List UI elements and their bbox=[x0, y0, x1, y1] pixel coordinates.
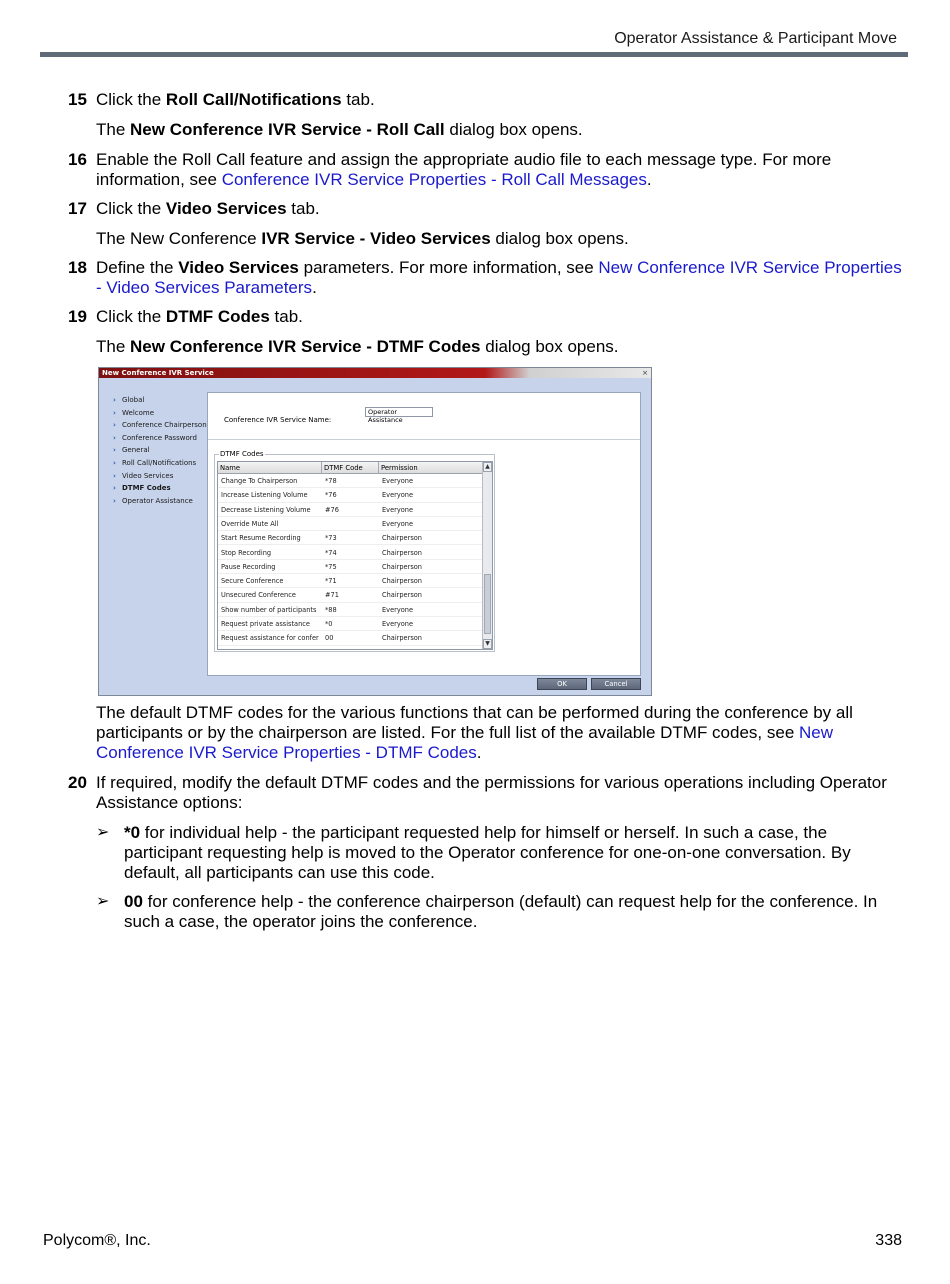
chevron-right-icon: › bbox=[113, 421, 116, 430]
step-number: 16 bbox=[68, 150, 87, 169]
table-row[interactable] bbox=[218, 560, 483, 574]
code-term: 00 bbox=[124, 892, 143, 911]
chevron-right-icon: › bbox=[113, 408, 116, 417]
cell-dtmf-code: *74 bbox=[325, 548, 337, 557]
step-text: parameters. For more information, see bbox=[298, 258, 599, 277]
nav-label: Conference Password bbox=[122, 433, 197, 442]
chevron-right-icon: › bbox=[113, 484, 116, 493]
step-text: Click the bbox=[96, 199, 166, 218]
cell-dtmf-code: *71 bbox=[325, 577, 337, 586]
dtmf-codes-group bbox=[214, 450, 495, 652]
nav-label: General bbox=[122, 446, 150, 455]
ok-button[interactable]: OK bbox=[537, 678, 587, 690]
group-label: DTMF Codes bbox=[220, 450, 264, 458]
nav-item-global[interactable] bbox=[113, 394, 207, 407]
cell-name: Request private assistance bbox=[221, 620, 310, 628]
arrow-bullet-icon: ➢ bbox=[96, 893, 110, 910]
table-scrollbar[interactable] bbox=[482, 462, 492, 649]
cell-name: Increase Listening Volume bbox=[221, 491, 308, 500]
ui-term: New Conference IVR Service - Roll Call bbox=[130, 120, 445, 139]
para-text: The bbox=[96, 120, 131, 139]
step-19 bbox=[68, 307, 908, 327]
step-20 bbox=[68, 773, 908, 813]
step-15 bbox=[68, 90, 908, 110]
cell-name: Secure Conference bbox=[221, 577, 284, 586]
table-row[interactable] bbox=[218, 574, 483, 588]
cell-dtmf-code: *78 bbox=[325, 477, 337, 485]
header-rule bbox=[40, 52, 908, 57]
step-text: Click the bbox=[96, 90, 166, 109]
column-header-name[interactable]: Name bbox=[218, 462, 322, 474]
dtmf-defaults-paragraph bbox=[96, 703, 908, 763]
cell-dtmf-code: *88 bbox=[325, 605, 337, 614]
step-15-result bbox=[96, 120, 908, 140]
cell-dtmf-code: #76 bbox=[325, 505, 339, 514]
step-text: Define the bbox=[96, 258, 179, 277]
cell-permission: Everyone bbox=[382, 505, 414, 514]
chevron-right-icon: › bbox=[113, 446, 116, 455]
bullet-text: for individual help - the participant requested help for himself or herself. In such a case, the participant requesting help is moved to the Operator conference for one-on-one conversation. By default, all participants can use this code. bbox=[124, 823, 851, 882]
column-header-dtmf-code[interactable]: DTMF Code bbox=[322, 462, 379, 474]
step-text: If required, modify the default DTMF codes and the permissions for various operations including Operator Assistance options: bbox=[96, 773, 887, 812]
ui-term: Video Services bbox=[178, 258, 299, 277]
ui-term: Video Services bbox=[165, 199, 287, 218]
cell-name: Stop Recording bbox=[221, 548, 272, 557]
column-header-permission[interactable]: Permission bbox=[379, 462, 483, 474]
para-text: dialog box opens. bbox=[444, 120, 583, 139]
scroll-down-icon[interactable]: ▼ bbox=[483, 639, 492, 649]
step-number: 19 bbox=[68, 307, 87, 326]
nav-item-roll-call[interactable] bbox=[113, 457, 207, 470]
dialog-nav bbox=[113, 394, 207, 507]
nav-label: Video Services bbox=[122, 471, 174, 480]
nav-item-dtmf-codes[interactable] bbox=[113, 482, 207, 495]
table-row[interactable] bbox=[218, 503, 483, 517]
chevron-right-icon: › bbox=[113, 471, 116, 480]
arrow-bullet-icon: ➢ bbox=[96, 824, 110, 841]
cell-permission: Everyone bbox=[382, 519, 414, 528]
chevron-right-icon: › bbox=[113, 433, 116, 442]
table-row[interactable] bbox=[218, 588, 483, 602]
cell-permission: Everyone bbox=[382, 605, 414, 614]
scrollbar-thumb[interactable] bbox=[484, 574, 491, 634]
cell-dtmf-code: *73 bbox=[325, 534, 337, 543]
cell-permission: Chairperson bbox=[382, 548, 422, 557]
step-number: 17 bbox=[68, 199, 87, 218]
para-text: . bbox=[476, 743, 482, 762]
table-row[interactable] bbox=[218, 603, 483, 617]
cell-dtmf-code: *75 bbox=[325, 562, 337, 571]
chevron-right-icon: › bbox=[113, 458, 116, 467]
cell-permission: Chairperson bbox=[382, 634, 422, 643]
step-17 bbox=[68, 199, 908, 219]
dtmf-codes-link[interactable]: New Conference IVR Service Properties - DTMF Codes bbox=[96, 723, 834, 762]
step-text: tab. bbox=[341, 90, 375, 109]
step-16 bbox=[68, 150, 908, 190]
cell-name: Request assistance for confer bbox=[221, 634, 319, 643]
table-row[interactable] bbox=[218, 617, 483, 631]
step-text: Enable the Roll Call feature and assign the appropriate audio file to each message type. For more information, see bbox=[96, 150, 832, 189]
bullet-text: for conference help - the conference chairperson (default) can request help for the conference. In such a case, the operator joins the conference. bbox=[124, 892, 878, 931]
table-row[interactable] bbox=[218, 517, 483, 531]
cell-name: Show number of participants bbox=[221, 605, 317, 614]
cell-name: Change To Chairperson bbox=[221, 477, 298, 485]
cancel-button[interactable]: Cancel bbox=[591, 678, 641, 690]
nav-label: DTMF Codes bbox=[122, 484, 171, 493]
nav-item-video-services[interactable] bbox=[113, 470, 207, 483]
page-number: 338 bbox=[875, 1232, 902, 1249]
chevron-right-icon: › bbox=[113, 496, 116, 505]
nav-item-welcome[interactable] bbox=[113, 407, 207, 420]
step-18 bbox=[68, 258, 908, 298]
table-row[interactable] bbox=[218, 488, 483, 502]
cell-permission: Chairperson bbox=[382, 562, 422, 571]
dtmf-codes-dialog-screenshot bbox=[98, 367, 652, 696]
cell-dtmf-code: #71 bbox=[325, 591, 339, 600]
video-services-parameters-link[interactable]: New Conference IVR Service Properties - Video Services Parameters bbox=[96, 258, 902, 297]
nav-item-conference-chairperson[interactable] bbox=[113, 419, 207, 432]
cell-permission: Everyone bbox=[382, 620, 414, 628]
cell-permission: Everyone bbox=[382, 477, 414, 485]
para-text: The New Conference bbox=[96, 229, 262, 248]
footer-company: Polycom®, Inc. bbox=[43, 1232, 151, 1249]
step-text: tab. bbox=[269, 307, 303, 326]
ui-term: IVR Service - Video Services bbox=[261, 229, 491, 248]
dtmf-codes-table bbox=[217, 461, 493, 650]
cell-name: Start Resume Recording bbox=[221, 534, 301, 543]
roll-call-messages-link[interactable]: Conference IVR Service Properties - Roll Call Messages bbox=[221, 170, 647, 189]
cell-dtmf-code: 00 bbox=[325, 634, 334, 643]
cell-permission: Everyone bbox=[382, 491, 414, 500]
dialog-content-panel bbox=[207, 392, 641, 676]
step-text: . bbox=[312, 278, 317, 297]
cell-dtmf-code: *76 bbox=[325, 491, 337, 500]
divider bbox=[208, 439, 640, 440]
table-row[interactable] bbox=[218, 531, 483, 545]
para-text: dialog box opens. bbox=[480, 337, 619, 356]
step-number: 18 bbox=[68, 258, 87, 277]
cell-name: Unsecured Conference bbox=[221, 591, 296, 600]
ui-term: DTMF Codes bbox=[165, 307, 270, 326]
cell-name: Override Mute All bbox=[221, 519, 279, 528]
table-row[interactable] bbox=[218, 546, 483, 560]
ui-term: New Conference IVR Service - DTMF Codes bbox=[130, 337, 481, 356]
dialog-title-bar bbox=[99, 368, 651, 378]
step-19-result bbox=[96, 337, 908, 357]
dialog-title: New Conference IVR Service bbox=[102, 369, 214, 377]
table-row[interactable] bbox=[218, 631, 483, 645]
ui-term: Roll Call/Notifications bbox=[165, 90, 342, 109]
para-text: dialog box opens. bbox=[490, 229, 629, 248]
service-name-label: Conference IVR Service Name: bbox=[224, 416, 332, 424]
nav-label: Operator Assistance bbox=[122, 496, 193, 505]
page-header-title: Operator Assistance & Participant Move bbox=[614, 30, 897, 47]
table-row[interactable] bbox=[218, 474, 483, 488]
step-text: tab. bbox=[286, 199, 320, 218]
scroll-up-icon[interactable]: ▲ bbox=[483, 462, 492, 472]
cell-name: Decrease Listening Volume bbox=[221, 505, 311, 514]
table-header bbox=[218, 462, 483, 474]
para-text: The default DTMF codes for the various functions that can be performed during the conference by all participants or by the chairperson are listed. For the full list of the available DTMF codes, see bbox=[96, 703, 853, 742]
nav-label: Welcome bbox=[122, 408, 155, 417]
nav-label: Conference Chairperson bbox=[122, 421, 207, 430]
cell-dtmf-code: *0 bbox=[325, 620, 333, 628]
bullet-individual-help bbox=[96, 823, 908, 883]
cell-permission: Chairperson bbox=[382, 591, 422, 600]
bullet-conference-help bbox=[96, 892, 908, 932]
step-number: 20 bbox=[68, 773, 87, 792]
cell-permission: Chairperson bbox=[382, 534, 422, 543]
step-number: 15 bbox=[68, 90, 87, 109]
step-text: . bbox=[646, 170, 652, 189]
close-icon[interactable]: × bbox=[642, 369, 648, 377]
nav-label: Global bbox=[122, 396, 145, 404]
para-text: The bbox=[96, 337, 131, 356]
nav-label: Roll Call/Notifications bbox=[122, 458, 197, 467]
step-text: Click the bbox=[96, 307, 166, 326]
nav-item-conference-password[interactable] bbox=[113, 432, 207, 445]
step-17-result bbox=[96, 229, 908, 249]
chevron-right-icon: › bbox=[113, 396, 116, 404]
nav-item-operator-assistance[interactable] bbox=[113, 495, 207, 508]
service-name-input[interactable]: Operator Assistance bbox=[365, 407, 433, 417]
cell-permission: Chairperson bbox=[382, 577, 422, 586]
cell-name: Pause Recording bbox=[221, 562, 276, 571]
code-term: *0 bbox=[124, 823, 141, 842]
nav-item-general[interactable] bbox=[113, 444, 207, 457]
